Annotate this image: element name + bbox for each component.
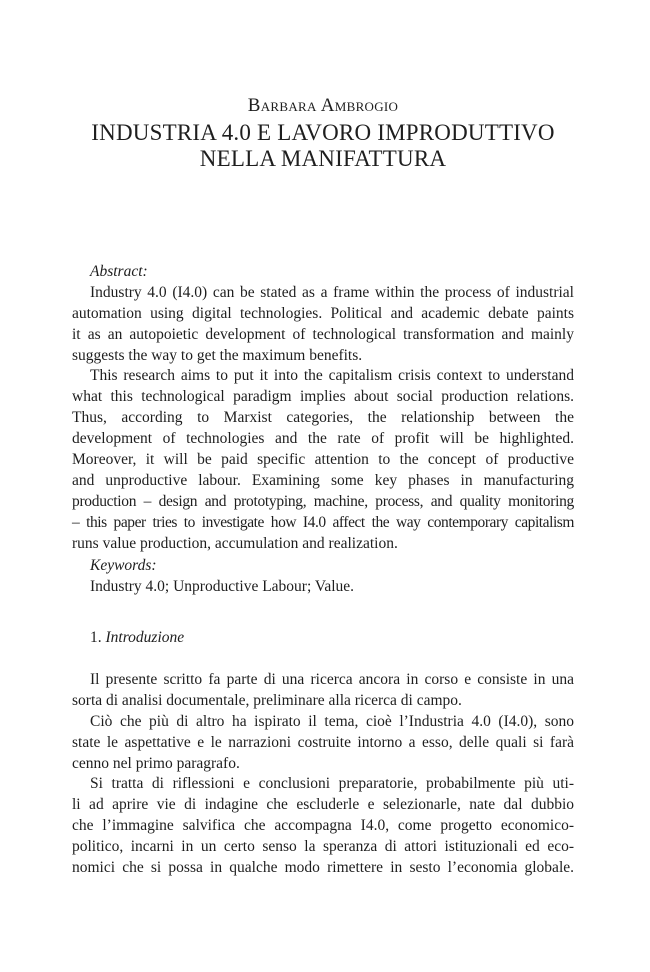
abstract-line: This research aims to put it into the capitalism crisis context to understand: [90, 367, 574, 385]
body-line: che l’immagine salvifica che accompagna I4.0, come progetto economico-: [72, 817, 574, 835]
section-title: Introduzione: [105, 629, 185, 646]
abstract-line: production – design and prototyping, machine, process, and quality monitoring: [72, 492, 574, 510]
abstract-line: and unproductive labour. Examining some key phases in manufacturing: [72, 471, 574, 489]
body-line: Ciò che più di altro ha ispirato il tema, cioè l’Industria 4.0 (I4.0), sono: [90, 712, 574, 730]
body-line: Il presente scritto fa parte di una ricerca ancora in corso e consiste in una: [90, 671, 574, 688]
abstract-line: Moreover, it will be paid specific attention to the concept of productive: [72, 451, 574, 469]
abstract-label: Abstract:: [90, 263, 148, 280]
abstract-section: [72, 262, 574, 554]
body-line: Si tratta di riflessioni e conclusioni preparatorie, probabilmente più uti-: [90, 775, 574, 793]
abstract-line: what this technological paradigm implies about social production relations.: [72, 388, 574, 406]
keywords-label: Keywords:: [90, 557, 157, 574]
body-line: cenno nel primo paragrafo.: [72, 754, 240, 772]
author-name: Barbara Ambrogio: [247, 95, 399, 116]
abstract-line: runs value production, accumulation and realization.: [72, 534, 398, 552]
paper-title-line: NELLA MANIFATTURA: [199, 146, 447, 171]
abstract-line: Thus, according to Marxist categories, the relationship between the: [72, 409, 574, 427]
abstract-line: it as an autopoietic development of technological transformation and mainly: [72, 325, 574, 343]
keywords-section: [72, 556, 574, 598]
abstract-line: suggests the way to get the maximum benefits.: [72, 346, 363, 364]
body-line: nomici che si possa in qualche modo rimettere in sesto l’economia globale.: [72, 859, 574, 877]
section-heading: [72, 628, 574, 649]
paper-title: [72, 120, 574, 172]
body-text: [72, 670, 574, 879]
body-line: politico, incarni in un certo senso la speranza di attori istituzionali ed eco-: [72, 838, 574, 856]
keywords-text: Industry 4.0; Unproductive Labour; Value.: [90, 577, 355, 595]
paper-page: [72, 0, 574, 972]
abstract-line: Industry 4.0 (I4.0) can be stated as a frame within the process of industrial: [90, 283, 574, 301]
body-line: sorta di analisi documentale, preliminare alla ricerca di campo.: [72, 691, 462, 709]
abstract-line: development of technologies and the rate of profit will be highlighted.: [72, 430, 574, 448]
abstract-line: – this paper tries to investigate how I4.0 affect the way contemporary capitalism: [72, 513, 574, 531]
section-number: 1.: [90, 629, 102, 646]
paper-title-line: INDUSTRIA 4.0 E LAVORO IMPRODUTTIVO: [91, 120, 555, 145]
body-line: state le aspettative e le narrazioni costruite intorno a esso, delle quali si farà: [72, 733, 574, 751]
abstract-line: automation using digital technologies. Political and academic debate paints: [72, 304, 574, 322]
body-line: li ad aprire vie di indagine che escluderle e selezionarle, nate dal dubbio: [72, 796, 574, 814]
